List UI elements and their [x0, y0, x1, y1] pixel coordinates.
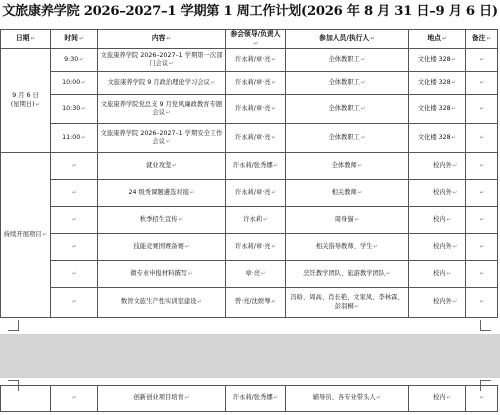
remarks-cell: ↵ [466, 153, 498, 180]
header-remarks: 备注↵ [466, 30, 498, 49]
participants-cell: 相关指导教师、学生↵ [286, 234, 409, 261]
content-cell: 文旅康养学院 2026–2027–1 学期安全工作会议↵ [98, 124, 226, 153]
participants-cell: 冯晗、周高、肖长艳、文家凤、李林霖、彭羽桐↵ [286, 288, 409, 318]
table-row [1, 261, 498, 288]
participants-cell: 辅导员、各专业带头人↵ [286, 386, 409, 412]
leader-cell: 许永莉↵ [226, 207, 286, 234]
remarks-cell: ↵ [466, 288, 498, 318]
header-location: 地点↵ [409, 30, 466, 49]
leader-cell: 曾·亮/沈娱琴↵ [226, 288, 286, 318]
leader-cell: 许永莉/章·亮↵ [226, 124, 286, 153]
location-cell: 校内外↵ [409, 288, 466, 318]
content-cell: 秋季招生宣传↵ [98, 207, 226, 234]
table-row [1, 207, 498, 234]
content-cell: 数智文旅生产性实训室建设↵ [98, 288, 226, 318]
table-row [1, 153, 498, 180]
leader-cell: 许永莉/章·亮↵ [226, 234, 286, 261]
remarks-cell: ↵ [466, 207, 498, 234]
time-cell: 10:00↵ [51, 72, 98, 95]
participants-cell: 全体教师↵ [286, 153, 409, 180]
page-gap-background [0, 334, 500, 378]
document-title: 文旅康养学院 2026–2027–1 学期第 1 周工作计划(2026 年 8 月 31 日–9 月 6 日) [2, 4, 498, 19]
remarks-cell: ↵ [466, 72, 498, 95]
table-row [1, 234, 498, 261]
participants-cell: 全体教职工↵ [286, 49, 409, 72]
leader-cell: 许永莉/张秀娜↵ [226, 153, 286, 180]
content-cell: 24 级秀课题遴选对接↵ [98, 180, 226, 207]
location-cell: 文化楼 328↵ [409, 72, 466, 95]
time-cell: ↵ [51, 261, 98, 288]
remarks-cell: ↵ [466, 261, 498, 288]
table-row [1, 124, 498, 153]
location-cell: 文化楼 328↵ [409, 124, 466, 153]
remarks-cell: ↵ [466, 49, 498, 72]
content-cell: 技能竞赛国赛备赛↵ [98, 234, 226, 261]
participants-cell: 周身猫↵ [286, 207, 409, 234]
time-cell: ↵ [51, 386, 98, 412]
leader-cell: 许永莉/章·亮↵ [226, 49, 286, 72]
content-cell: 就业攻坚↵ [98, 153, 226, 180]
participants-cell: 相关教师↵ [286, 180, 409, 207]
location-cell: 校内↵ [409, 386, 466, 412]
remarks-cell: ↵ [466, 124, 498, 153]
header-leader: 参会领导/负责人↵ [226, 30, 286, 49]
time-cell: ↵ [51, 207, 98, 234]
table-header-row [1, 30, 498, 49]
table-row [1, 49, 498, 72]
leader-cell: 许永莉/张秀娜↵ [226, 386, 286, 412]
page-corner-mark [480, 320, 491, 331]
time-cell: ↵ [51, 234, 98, 261]
remarks-cell: ↵ [466, 95, 498, 124]
location-cell: 校内↵ [409, 261, 466, 288]
time-cell: 9:30↵ [51, 49, 98, 72]
location-cell: 文化楼 328↵ [409, 49, 466, 72]
remarks-cell: ↵ [466, 386, 498, 412]
leader-cell: 许永莉/章·亮↵ [226, 95, 286, 124]
content-cell: 创新创业项目培育↵ [98, 386, 226, 412]
time-cell: ↵ [51, 288, 98, 318]
date-cell [1, 386, 51, 412]
remarks-cell: ↵ [466, 180, 498, 207]
table-row [1, 95, 498, 124]
leader-cell: 许永莉/章·亮↵ [226, 180, 286, 207]
schedule-table [0, 29, 498, 318]
table-row [1, 72, 498, 95]
participants-cell: 全体教职工↵ [286, 124, 409, 153]
content-cell: 文旅康养学院 2026–2027–1 学期第一次部门会议↵ [98, 49, 226, 72]
content-cell: 微专业申报材料撰写↵ [98, 261, 226, 288]
content-cell: 文旅康养学院 9 月政治理论学习会议↵ [98, 72, 226, 95]
header-date: 日期↵ [1, 30, 51, 49]
time-cell: ↵ [51, 180, 98, 207]
content-cell: 文旅康养学院党总支 9 月党风廉政教育专题会议↵ [98, 95, 226, 124]
location-cell: 文化楼 328↵ [409, 95, 466, 124]
time-cell: 11:00↵ [51, 124, 98, 153]
page-corner-mark [8, 320, 19, 331]
location-cell: 校内外↵ [409, 153, 466, 180]
leader-cell: 许永莉/章·亮↵ [226, 72, 286, 95]
location-cell: 校内外↵ [409, 234, 466, 261]
date-cell: 9 月 6 日 (星期日)↵ [1, 49, 51, 153]
location-cell: 校内外↵ [409, 180, 466, 207]
header-content: 内容↵ [98, 30, 226, 49]
time-cell: 10:30↵ [51, 95, 98, 124]
remarks-cell: ↵ [466, 234, 498, 261]
header-participants: 参加人员/执行人↵ [286, 30, 409, 49]
date-cell: 持续开展项目↵ [1, 153, 51, 318]
table-row [1, 288, 498, 318]
leader-cell: 章·亮↵ [226, 261, 286, 288]
participants-cell: 全体教职工↵ [286, 95, 409, 124]
participants-cell: 烹饪教学团队、旅游教学团队↵ [286, 261, 409, 288]
time-cell: ↵ [51, 153, 98, 180]
table-row [1, 180, 498, 207]
location-cell: 校内↵ [409, 207, 466, 234]
participants-cell: 全体教职工↵ [286, 72, 409, 95]
table-row [1, 386, 498, 412]
schedule-table-continued [0, 385, 498, 412]
header-time: 时间↵ [51, 30, 98, 49]
